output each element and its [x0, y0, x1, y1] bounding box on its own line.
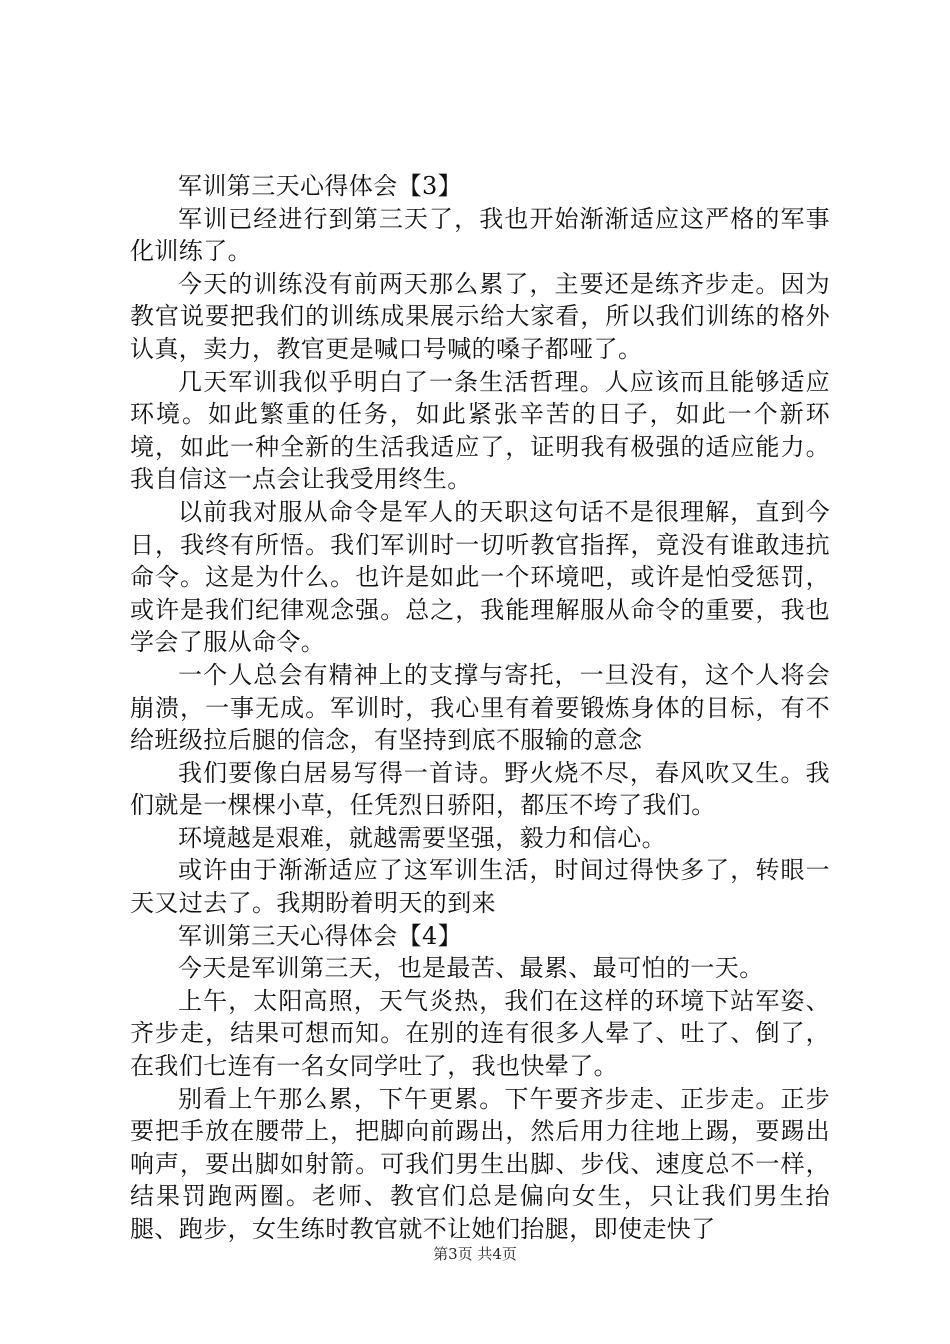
paragraph: 或许由于渐渐适应了这军训生活，时间过得快多了，转眼一天又过去了。我期盼着明天的到来	[130, 856, 830, 918]
paragraph: 以前我对服从命令是军人的天职这句话不是很理解，直到今日，我终有所悟。我们军训时一切听教官指挥，竟没有谁敢违抗命令。这是为什么。也许是如此一个环境吧，或许是怕受惩罚，或许是我们纪律观念强。总之，我能理解服从命令的重要，我也学会了服从命令。	[130, 497, 830, 657]
paragraph: 我们要像白居易写得一首诗。野火烧不尽，春风吹又生。我们就是一棵棵小草，任凭烈日骄阳，都压不垮了我们。	[130, 758, 830, 820]
paragraph: 军训已经进行到第三天了，我也开始渐渐适应这严格的军事化训练了。	[130, 204, 830, 266]
document-body	[130, 170, 830, 1246]
paragraph: 今天的训练没有前两天那么累了，主要还是练齐步走。因为教官说要把我们的训练成果展示给大家看，所以我们训练的格外认真，卖力，教官更是喊口号喊的嗓子都哑了。	[130, 269, 830, 363]
section-heading-4: 军训第三天心得体会【4】	[178, 921, 463, 950]
paragraph: 一个人总会有精神上的支撑与寄托，一旦没有，这个人将会崩溃，一事无成。军训时，我心里有着要锻炼身体的目标，有不给班级拉后腿的信念，有坚持到底不服输的意念	[130, 660, 830, 755]
paragraph: 环境越是艰难，就越需要坚强，毅力和信心。	[178, 823, 666, 852]
page-number-footer: 第3页 共4页	[433, 1245, 517, 1263]
paragraph: 几天军训我似乎明白了一条生活哲理。人应该而且能够适应环境。如此繁重的任务，如此紧张辛苦的日子，如此一个新环境，如此一种全新的生活我适应了，证明我有极强的适应能力。我自信这一点会让我受用终生。	[130, 367, 830, 494]
paragraph: 别看上午那么累，下午更累。下午要齐步走、正步走。正步要把手放在腰带上，把脚向前踢出，然后用力往地上踢，要踢出响声，要出脚如射箭。可我们男生出脚、步伐、速度总不一样，结果罚跑两圈。老师、教官们总是偏向女生，只让我们男生抬腿、跑步，女生练时教官就不让她们抬腿，即使走快了	[130, 1084, 830, 1243]
paragraph: 今天是军训第三天，也是最苦、最累、最可怕的一天。	[178, 954, 764, 983]
paragraph: 上午，太阳高照，天气炎热，我们在这样的环境下站军姿、齐步走，结果可想而知。在别的连有很多人晕了、吐了、倒了，在我们七连有一名女同学吐了，我也快晕了。	[130, 986, 830, 1081]
section-heading-3: 军训第三天心得体会【3】	[178, 172, 463, 200]
